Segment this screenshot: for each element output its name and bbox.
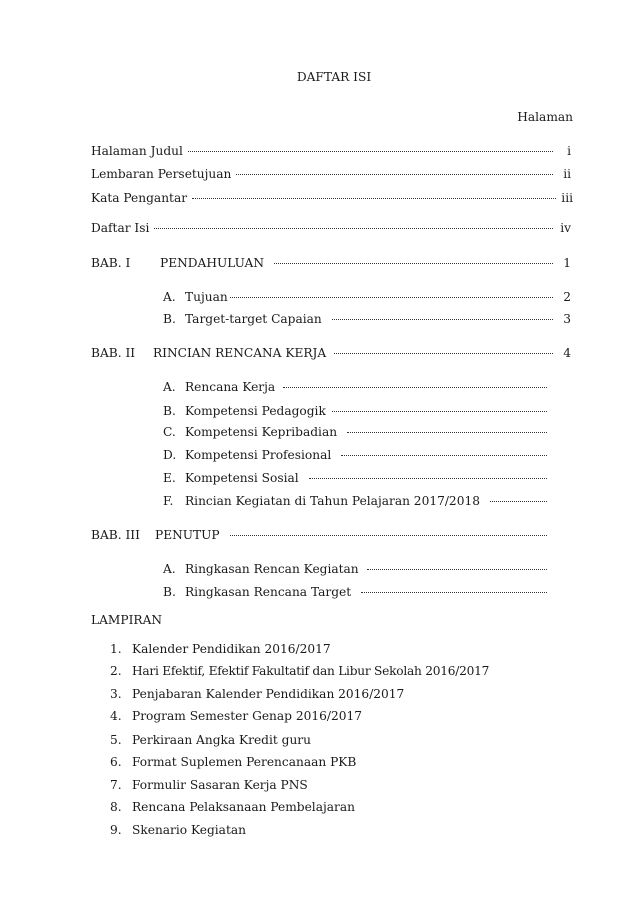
section-letter: A.	[163, 290, 176, 304]
dot-leader	[230, 522, 547, 536]
appendix-number: 8.	[110, 800, 122, 814]
section-entry	[163, 401, 547, 418]
appendix-number: 9.	[110, 823, 122, 837]
section-page: 2	[563, 290, 571, 304]
appendix-number: 5.	[110, 733, 122, 747]
toc-entry-page: i	[567, 144, 571, 158]
chapter-page: 1	[563, 256, 571, 270]
dot-leader	[283, 374, 547, 388]
toc-entry-label: Kata Pengantar	[91, 191, 188, 205]
section-label: Kompetensi Profesional	[185, 448, 332, 462]
section-label: Tujuan	[185, 290, 228, 304]
dot-leader	[367, 556, 547, 570]
section-entry	[163, 309, 571, 326]
appendix-label: Skenario Kegiatan	[132, 823, 246, 837]
chapter-title: PENDAHULUAN	[160, 256, 265, 270]
section-entry	[163, 582, 547, 599]
chapter-number: BAB. III	[91, 528, 140, 542]
appendix-item	[110, 823, 246, 837]
chapter-number: BAB. I	[91, 256, 131, 270]
chapter-entry	[91, 253, 571, 270]
chapter-title: RINCIAN RENCANA KERJA	[153, 346, 327, 360]
page-title: DAFTAR ISI	[296, 70, 372, 84]
appendix-label: Penjabaran Kalender Pendidikan 2016/2017	[132, 687, 405, 701]
section-label: Kompetensi Sosial	[185, 471, 299, 485]
toc-entry-label: Lembaran Persetujuan	[91, 167, 232, 181]
appendix-label: Hari Efektif, Efektif Fakultatif dan Libur Sekolah 2016/2017	[132, 664, 490, 678]
appendix-number: 2.	[110, 664, 122, 678]
toc-entry	[91, 188, 573, 205]
appendix-item	[110, 709, 362, 723]
appendix-item	[110, 755, 356, 769]
dot-leader	[274, 250, 553, 264]
appendix-item	[110, 778, 308, 792]
section-letter: D.	[163, 448, 177, 462]
section-entry	[163, 491, 547, 508]
section-letter: B.	[163, 585, 176, 599]
toc-entry-label: Daftar Isi	[91, 221, 150, 235]
appendix-label: Rencana Pelaksanaan Pembelajaran	[132, 800, 355, 814]
section-letter: A.	[163, 380, 176, 394]
dot-leader	[347, 419, 547, 433]
appendix-item	[110, 687, 404, 701]
section-letter: B.	[163, 404, 176, 418]
appendix-heading: LAMPIRAN	[91, 613, 163, 627]
chapter-number: BAB. II	[91, 346, 136, 360]
page-column-header: Halaman	[517, 110, 573, 124]
toc-entry-page: ii	[563, 167, 571, 181]
toc-entry	[91, 164, 571, 181]
dot-leader	[490, 488, 547, 502]
section-label: Kompetensi Kepribadian	[185, 425, 338, 439]
section-entry	[163, 377, 547, 394]
section-label: Rincian Kegiatan di Tahun Pelajaran 2017/2018	[185, 494, 480, 508]
section-label: Kompetensi Pedagogik	[185, 404, 326, 418]
dot-leader	[188, 138, 553, 152]
appendix-number: 6.	[110, 755, 122, 769]
appendix-item	[110, 642, 331, 656]
dot-leader	[361, 579, 547, 593]
section-label: Rencana Kerja	[185, 380, 276, 394]
chapter-page: 4	[563, 346, 571, 360]
appendix-label: Program Semester Genap 2016/2017	[132, 709, 362, 723]
appendix-label: Kalender Pendidikan 2016/2017	[132, 642, 331, 656]
section-letter: E.	[163, 471, 176, 485]
chapter-entry	[91, 525, 547, 542]
section-label: Target-target Capaian	[185, 312, 322, 326]
section-page: 3	[563, 312, 571, 326]
section-label: Ringkasan Rencan Kegiatan	[185, 562, 359, 576]
toc-entry-page: iv	[560, 221, 571, 235]
dot-leader	[154, 215, 553, 229]
section-entry	[163, 287, 571, 304]
appendix-item	[110, 733, 311, 747]
section-label: Ringkasan Rencana Target	[185, 585, 352, 599]
appendix-number: 4.	[110, 709, 122, 723]
appendix-label: Perkiraan Angka Kredit guru	[132, 733, 311, 747]
toc-entry-label: Halaman Judul	[91, 144, 183, 158]
dot-leader	[230, 284, 553, 298]
appendix-number: 3.	[110, 687, 122, 701]
section-entry	[163, 445, 547, 462]
toc-entry	[91, 218, 571, 235]
dot-leader	[332, 398, 547, 412]
appendix-item	[110, 664, 489, 678]
dot-leader	[334, 340, 553, 354]
appendix-number: 1.	[110, 642, 122, 656]
section-entry	[163, 422, 547, 439]
dot-leader	[236, 161, 553, 175]
section-letter: B.	[163, 312, 176, 326]
appendix-number: 7.	[110, 778, 122, 792]
appendix-label: Formulir Sasaran Kerja PNS	[132, 778, 308, 792]
dot-leader	[332, 306, 553, 320]
section-letter: A.	[163, 562, 176, 576]
dot-leader	[341, 442, 547, 456]
section-entry	[163, 559, 547, 576]
section-letter: C.	[163, 425, 176, 439]
section-entry	[163, 468, 547, 485]
chapter-title: PENUTUP	[155, 528, 220, 542]
appendix-label: Format Suplemen Perencanaan PKB	[132, 755, 357, 769]
dot-leader	[309, 465, 547, 479]
appendix-item	[110, 800, 355, 814]
dot-leader	[192, 185, 556, 199]
section-letter: F.	[163, 494, 174, 508]
chapter-entry	[91, 343, 571, 360]
toc-entry	[91, 141, 571, 158]
toc-entry-page: iii	[561, 191, 573, 205]
